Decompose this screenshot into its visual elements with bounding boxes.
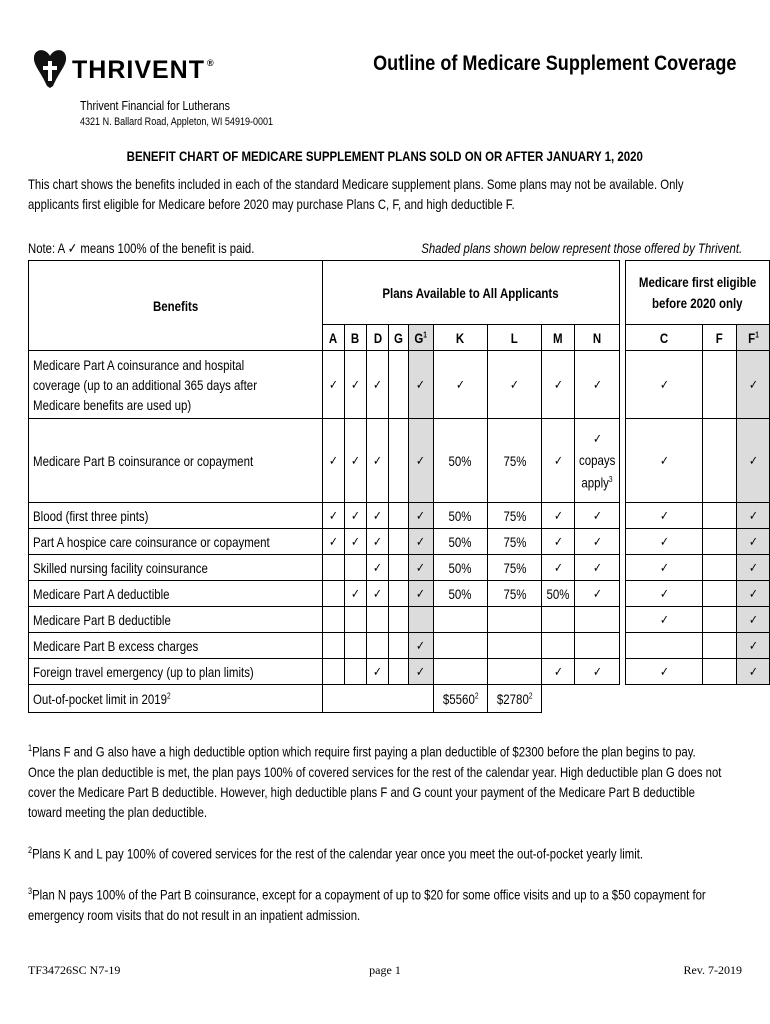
plan-cell-g-hd: ✓ <box>408 351 433 419</box>
plan-cell-g <box>389 351 408 419</box>
plan-cell-b <box>344 607 366 633</box>
plan-cell-c: ✓ <box>625 607 703 633</box>
plan-cell-m: ✓ <box>542 659 575 685</box>
plan-cell-m <box>542 633 575 659</box>
plan-cell-b: ✓ <box>344 581 366 607</box>
plan-cell-n: ✓ <box>574 503 619 529</box>
plan-cell-b: ✓ <box>344 503 366 529</box>
plan-cell-c: ✓ <box>625 351 703 419</box>
plan-cell-g-hd: ✓ <box>408 633 433 659</box>
plan-cell-g-hd: ✓ <box>408 555 433 581</box>
plan-cell-a: ✓ <box>322 419 344 503</box>
out-of-pocket-row <box>29 685 770 713</box>
benefit-chart-table <box>28 260 770 713</box>
out-of-pocket-l: $2780$^2$ <box>487 685 541 713</box>
plan-cell-g-hd <box>408 607 433 633</box>
plan-cell-a: ✓ <box>322 351 344 419</box>
plan-cell-k: ✓ <box>433 351 487 419</box>
plan-cell-l <box>487 659 541 685</box>
plan-cell-k: 50% <box>433 503 487 529</box>
plan-cell-f-hd: ✓ <box>737 419 770 503</box>
intro-line: applicants first eligible for Medicare before 2020 may purchase Plans C, F, and high deductible F. <box>28 196 515 212</box>
benefit-label: Medicare Part A deductible <box>29 581 323 607</box>
plan-cell-b: ✓ <box>344 351 366 419</box>
plan-cell-d: ✓ <box>367 351 389 419</box>
chart-heading: BENEFIT CHART OF MEDICARE SUPPLEMENT PLANS SOLD ON OR AFTER JANUARY 1, 2020 <box>126 148 644 164</box>
benefit-row <box>29 633 770 659</box>
plan-cell-g-hd: ✓ <box>408 503 433 529</box>
plan-cell-n: ✓ <box>574 351 619 419</box>
benefit-label: Medicare Part B deductible <box>29 607 323 633</box>
plan-cell-d: ✓ <box>367 555 389 581</box>
plan-cell-f <box>703 659 737 685</box>
plan-cell-k: 50% <box>433 555 487 581</box>
benefit-row <box>29 581 770 607</box>
plan-header-l: L <box>487 325 541 351</box>
plan-cell-b <box>344 659 366 685</box>
plan-cell-n: ✓ <box>574 529 619 555</box>
plan-cell-c: ✓ <box>625 419 703 503</box>
footnote-3: $^3$Plan N pays 100% of the Part B coinsurance, except for a copayment of up to $20 for some office visits and up to a $50 copayment for emergency room visits that do not result in an inpatient admission. <box>28 886 706 923</box>
benefit-label: Skilled nursing facility coinsurance <box>29 555 323 581</box>
revision-date: Rev. 7-2019 <box>683 963 742 977</box>
plan-cell-f-hd: ✓ <box>737 555 770 581</box>
plan-cell-k: 50% <box>433 581 487 607</box>
plan-cell-a <box>322 581 344 607</box>
footnote-1: $^1$Plans F and G also have a high deductible option which require first paying a plan deductible of $2300 before the plan begins to pay. Once the plan deductible is met, the plan pays 100% of covered services for the rest of the calendar year. High deductible plan G does not cover the Medicare Part B deductible. However, high deductible plans F and G count your payment of the Medicare Part B deductible toward meeting the plan deductible. <box>28 743 722 820</box>
plan-cell-m: ✓ <box>542 503 575 529</box>
plan-cell-k: 50% <box>433 419 487 503</box>
plan-cell-m: ✓ <box>542 419 575 503</box>
checkmark-note: Note: A ✓ means 100% of the benefit is paid. <box>28 240 255 256</box>
plan-cell-b <box>344 633 366 659</box>
plan-cell-n: ✓ <box>574 659 619 685</box>
plan-cell-m: ✓ <box>542 351 575 419</box>
plan-cell-g <box>389 503 408 529</box>
intro-paragraph <box>28 174 770 214</box>
brand-name: THRIVENT ® <box>72 56 215 84</box>
benefit-row <box>29 555 770 581</box>
plan-cell-a <box>322 607 344 633</box>
plan-cell-f <box>703 351 737 419</box>
page-number: page 1 <box>369 963 401 977</box>
plan-cell-b <box>344 555 366 581</box>
plan-cell-l: 75% <box>487 529 541 555</box>
plan-cell-l <box>487 633 541 659</box>
plan-cell-f <box>703 503 737 529</box>
plan-cell-f <box>703 581 737 607</box>
plan-cell-m <box>542 607 575 633</box>
plan-header-g: G <box>389 325 408 351</box>
plan-cell-m: ✓ <box>542 529 575 555</box>
plan-cell-n: ✓ <box>574 555 619 581</box>
plan-cell-l: 75% <box>487 581 541 607</box>
plan-cell-c: ✓ <box>625 659 703 685</box>
plan-cell-a <box>322 633 344 659</box>
benefit-row <box>29 351 770 419</box>
group-header-before-2020: Medicare first eligible before 2020 only <box>625 261 769 325</box>
plan-cell-l: ✓ <box>487 351 541 419</box>
benefit-label: Blood (first three pints) <box>29 503 323 529</box>
plan-cell-g-hd: ✓ <box>408 419 433 503</box>
plan-cell-f-hd: ✓ <box>737 503 770 529</box>
plan-cell-g <box>389 529 408 555</box>
plan-cell-f <box>703 633 737 659</box>
plan-cell-d: ✓ <box>367 581 389 607</box>
plan-cell-k <box>433 659 487 685</box>
out-of-pocket-k: $5560$^2$ <box>433 685 487 713</box>
plan-cell-d: ✓ <box>367 659 389 685</box>
plan-cell-f <box>703 529 737 555</box>
shaded-plans-note: Shaded plans shown below represent those offered by Thrivent. <box>421 240 742 256</box>
plan-header-f: F <box>703 325 737 351</box>
plan-cell-d <box>367 607 389 633</box>
benefit-row <box>29 419 770 503</box>
plan-cell-l: 75% <box>487 555 541 581</box>
plan-header-f-high-deductible: $F^1$ <box>737 325 770 351</box>
plan-cell-c <box>625 633 703 659</box>
heart-cross-logo-icon <box>33 48 67 88</box>
footnote-2: $^2$Plans K and L pay 100% of covered services for the rest of the calendar year once you meet the out-of-pocket yearly limit. <box>28 844 644 862</box>
organization-name: Thrivent Financial for Lutherans <box>80 98 230 113</box>
plan-cell-g-hd: ✓ <box>408 659 433 685</box>
plan-cell-d: ✓ <box>367 419 389 503</box>
benefit-label: Foreign travel emergency (up to plan limits) <box>29 659 323 685</box>
plan-cell-d: ✓ <box>367 503 389 529</box>
plan-cell-b: ✓ <box>344 419 366 503</box>
benefit-label: Medicare Part B excess charges <box>29 633 323 659</box>
plan-cell-d: ✓ <box>367 529 389 555</box>
plan-cell-m: ✓ <box>542 555 575 581</box>
plan-cell-m: 50% <box>542 581 575 607</box>
plan-cell-f-hd: ✓ <box>737 659 770 685</box>
plan-header-c: C <box>625 325 703 351</box>
plan-cell-k <box>433 607 487 633</box>
plan-cell-g <box>389 607 408 633</box>
plan-header-n: N <box>574 325 619 351</box>
benefit-row <box>29 529 770 555</box>
plan-cell-f-hd: ✓ <box>737 581 770 607</box>
out-of-pocket-label: Out-of-pocket limit in 2019$^2$ <box>29 685 323 713</box>
plan-cell-b: ✓ <box>344 529 366 555</box>
plan-cell-g <box>389 659 408 685</box>
benefit-row <box>29 607 770 633</box>
plan-cell-l <box>487 607 541 633</box>
plan-cell-f-hd: ✓ <box>737 607 770 633</box>
plan-cell-l: 75% <box>487 419 541 503</box>
plan-cell-f-hd: ✓ <box>737 529 770 555</box>
benefits-header: Benefits <box>29 261 323 351</box>
plan-cell-l: 75% <box>487 503 541 529</box>
plan-cell-a <box>322 659 344 685</box>
plan-cell-n: ✓ <box>574 581 619 607</box>
benefit-label: Medicare Part B coinsurance or copayment <box>29 419 323 503</box>
plan-cell-c: ✓ <box>625 555 703 581</box>
benefit-row <box>29 503 770 529</box>
plan-cell-n: ✓ copays apply$^3$ <box>574 419 619 503</box>
plan-cell-k: 50% <box>433 529 487 555</box>
plan-cell-c: ✓ <box>625 503 703 529</box>
benefit-row <box>29 659 770 685</box>
plan-cell-f <box>703 607 737 633</box>
plan-cell-d <box>367 633 389 659</box>
plan-cell-c: ✓ <box>625 581 703 607</box>
organization-address: 4321 N. Ballard Road, Appleton, WI 54919-0001 <box>80 116 274 128</box>
plan-cell-g-hd: ✓ <box>408 581 433 607</box>
document-title: Outline of Medicare Supplement Coverage <box>372 52 736 75</box>
plan-header-d: D <box>367 325 389 351</box>
plan-cell-a <box>322 555 344 581</box>
plan-cell-k <box>433 633 487 659</box>
plan-cell-n <box>574 633 619 659</box>
form-code: TF34726SC N7-19 <box>28 963 121 977</box>
plan-cell-f <box>703 555 737 581</box>
plan-cell-g <box>389 633 408 659</box>
group-header-all-applicants: Plans Available to All Applicants <box>322 261 619 325</box>
plan-header-b: B <box>344 325 366 351</box>
plan-cell-g <box>389 555 408 581</box>
footnotes <box>28 738 748 939</box>
benefit-label: Medicare Part A coinsurance and hospital coverage (up to an additional 365 days after Medicare benefits are used up) <box>29 351 323 419</box>
plan-cell-f <box>703 419 737 503</box>
plan-cell-g <box>389 419 408 503</box>
plan-cell-f-hd: ✓ <box>737 633 770 659</box>
plan-cell-g-hd: ✓ <box>408 529 433 555</box>
plan-cell-n <box>574 607 619 633</box>
plan-cell-a: ✓ <box>322 503 344 529</box>
plan-header-m: M <box>542 325 575 351</box>
plan-cell-a: ✓ <box>322 529 344 555</box>
plan-header-a: A <box>322 325 344 351</box>
intro-line: This chart shows the benefits included in each of the standard Medicare supplement plans. Some plans may not be available. Only <box>28 176 684 192</box>
plan-header-k: K <box>433 325 487 351</box>
plan-cell-f-hd: ✓ <box>737 351 770 419</box>
plan-cell-c: ✓ <box>625 529 703 555</box>
plan-header-g-high-deductible: $G^1$ <box>408 325 433 351</box>
benefit-label: Part A hospice care coinsurance or copayment <box>29 529 323 555</box>
plan-cell-g <box>389 581 408 607</box>
